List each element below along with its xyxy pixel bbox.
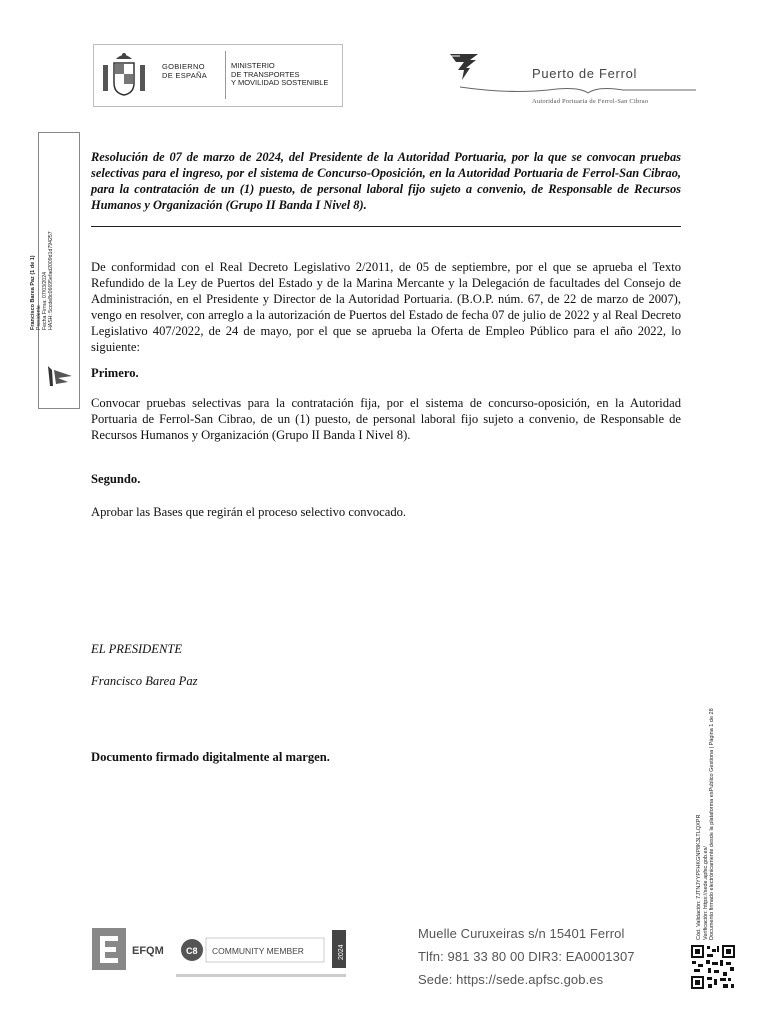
signature-role: Presidente (36, 305, 42, 330)
signature-signer: Francisco Barea Paz (1 de 1) (30, 255, 36, 330)
ministry-name: MINISTERIO DE TRANSPORTES Y MOVILIDAD SOSTENIBLE (231, 61, 329, 87)
signature-logo-icon (44, 364, 74, 388)
efqm-badge (92, 928, 350, 984)
port-wave-line (448, 84, 698, 98)
svg-text:C8: C8 (186, 946, 198, 956)
signer-role: EL PRESIDENTE (91, 642, 183, 656)
qr-code-icon[interactable] (690, 944, 736, 990)
government-name: GOBIERNO DE ESPAÑA (162, 62, 208, 80)
validation-margin-text (696, 610, 716, 940)
signer-name: Francisco Barea Paz (91, 674, 198, 688)
footer-address: Muelle Curuxeiras s/n 15401 Ferrol (418, 926, 625, 941)
signature-date: Fecha Firma: 07/03/2024 (42, 272, 48, 330)
footer-address-block (418, 922, 635, 991)
validation-code: Cód. Validación: 7JTNJYYPFHKGNP8K3LTLQXPR (696, 814, 702, 940)
signed-note: Documento firmado digitalmente al margen. (91, 750, 330, 764)
coat-of-arms-icon (100, 51, 148, 99)
efqm-year: 2024 (338, 944, 345, 960)
port-subtitle: Autoridad Portuaria de Ferrol-San Cibrao (532, 98, 649, 105)
community-label: COMMUNITY MEMBER (212, 946, 304, 956)
footer-sede[interactable]: Sede: https://sede.apfsc.gob.es (418, 972, 604, 987)
government-logo-block (93, 44, 343, 107)
signature-hash: HASH: 5ccde8c06695efad2009d1d794257 (48, 231, 54, 330)
validation-platform: Documento firmado electrónicamente desde la plataforma esPublico Gestiona | Página 1 de 28 (709, 708, 715, 940)
title-divider (91, 226, 681, 227)
footer-phone: Tlfn: 981 33 80 00 DIR3: EA0001307 (418, 949, 635, 964)
logo-divider (225, 51, 226, 99)
validation-url: Verificación: https://sede.apfsc.gob.es/ (702, 846, 709, 940)
signature-margin-text (30, 130, 54, 330)
first-heading: Primero. (91, 366, 139, 380)
port-name: Puerto de Ferrol (532, 66, 638, 81)
port-logo-icon (448, 50, 480, 86)
resolution-title: Resolución de 07 de marzo de 2024, del Presidente de la Autoridad Portuaria, por la que se convocan pruebas selectivas para el ingreso, por el sistema de Concurso-Oposición, en la Autoridad Portuaria de Ferrol-San Cibrao, para la contratación de un (1) puesto, de personal laboral fijo sujeto a convenio, de Responsable de Recursos Humanos y Organización (Grupo II Banda I Nivel 8). (91, 150, 681, 212)
second-paragraph: Aprobar las Bases que regirán el proceso selectivo convocado. (91, 505, 407, 519)
efqm-label: EFQM (132, 945, 164, 957)
intro-paragraph: De conformidad con el Real Decreto Legislativo 2/2011, de 05 de septiembre, por el que se aprueba el Texto Refundido de la Ley de Puertos del Estado y de la Marina Mercante y la Delegación de facultades del Consejo de Administración, en el Presidente y Director de la Autoridad Portuaria. (B.O.P. núm. 67, de 22 de marzo de 2007), vengo en resolver, con arreglo a la autorización de Puertos del Estado de fecha 07 de julio de 2022 y al Real Decreto Legislativo 407/2022, de 24 de mayo, por el que se aprueba la Oferta de Empleo Público para el año 2022, lo siguiente: (91, 260, 681, 354)
second-heading: Segundo. (91, 472, 141, 486)
first-paragraph: Convocar pruebas selectivas para la contratación fija, por el sistema de concurso-oposición, en la Autoridad Portuaria de Ferrol-San Cibrao, de un (1) puesto, de personal laboral fijo sujeto a convenio, de Responsable de Recursos Humanos y Organización (Grupo II Banda I Nivel 8). (91, 396, 681, 442)
